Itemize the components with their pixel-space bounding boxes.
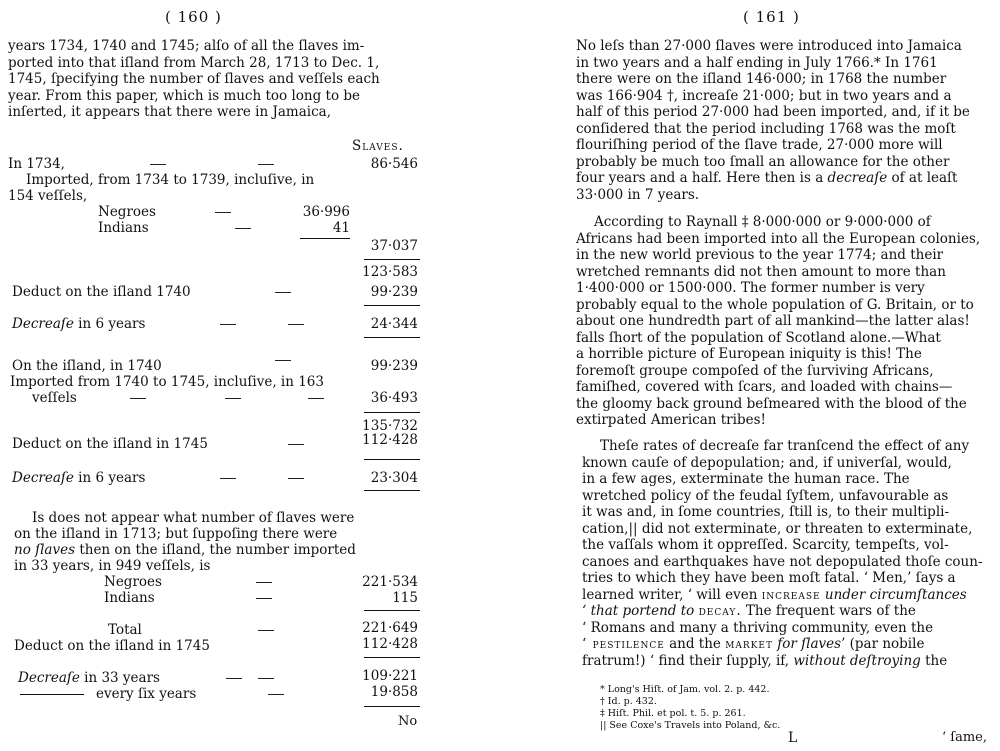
text-line: known cauſe of depopulation; and, if univerſal, would, xyxy=(582,454,952,471)
small-caps-run: market xyxy=(725,636,773,652)
text-line: in the new world previous to the year 1774; and their xyxy=(576,247,944,263)
text-run: of at leaſt xyxy=(887,170,958,186)
text-line: year. From this paper, which is much too long to be xyxy=(8,87,361,104)
vessels-label: 154 veſſels, xyxy=(8,188,88,204)
sum-rule xyxy=(364,610,420,611)
small-caps-run: decay. xyxy=(698,603,742,619)
signature-mark: L xyxy=(788,730,798,746)
leader-dash xyxy=(220,478,236,479)
catchword: ‘ ſame, xyxy=(942,730,987,745)
value-cell: 112·428 xyxy=(362,636,418,652)
text-line xyxy=(582,636,996,653)
text-run: learned writer, ‘ will even xyxy=(582,586,762,603)
text-line: half of this period 27·000 had been imported, and, if it be xyxy=(576,104,970,120)
text-line: probably equal to the whole population of G. Britain, or to xyxy=(576,296,974,313)
text-line: cation,|| did not exterminate, or threaten to exterminate, xyxy=(582,520,973,537)
decrease-rest: in 6 years xyxy=(73,470,146,486)
on-island-label: On the iſland, in 1740 xyxy=(12,358,162,374)
leader-dash xyxy=(220,324,236,325)
in-1734-label: In 1734, xyxy=(8,156,65,172)
intro-paragraph xyxy=(8,38,418,121)
text-line: canoes and earthquakes have not depopulated thoſe coun- xyxy=(582,553,983,570)
text-line: Africans had been imported into all the European colonies, xyxy=(576,230,981,247)
text-line: the vaſſals whom it oppreſſed. Scarcity, tempeſts, vol- xyxy=(582,537,949,553)
note-line: in 33 years, in 949 veſſels, is xyxy=(14,558,211,574)
value-cell: 135·732 xyxy=(362,418,418,434)
leader-dash xyxy=(275,360,291,361)
leader-dash xyxy=(258,164,274,165)
text-line: flouriſhing period of the ſlave trade, 27·000 more will xyxy=(576,137,943,153)
leader-dash xyxy=(235,228,251,229)
vessels-label: veſſels xyxy=(32,390,77,406)
indians-label: Indians xyxy=(104,590,155,606)
text-line: conſidered that the period including 1768 was the moſt xyxy=(576,120,956,137)
value-cell: 36·493 xyxy=(370,390,418,406)
text-line: it was and, in ſome countries, ſtill is, to their multipli- xyxy=(582,504,950,520)
imported-label: Imported from 1740 to 1745, incluſive, in 163 xyxy=(10,374,324,390)
value-cell: 23·304 xyxy=(370,470,418,486)
leader-dash xyxy=(225,398,241,399)
leader-dash xyxy=(275,292,291,293)
text-line: 1745, ſpecifying the number of ſlaves and veſſels each xyxy=(8,71,380,87)
value-cell: 24·344 xyxy=(370,316,418,332)
text-run: The frequent wars of the xyxy=(741,603,916,619)
sum-rule xyxy=(364,337,420,338)
indians-label: Indians xyxy=(98,220,149,236)
text-run: the xyxy=(920,652,948,669)
value-cell: 37·037 xyxy=(370,238,418,254)
text-line xyxy=(582,653,996,670)
decrease-rest: in 6 years xyxy=(73,316,146,332)
value-cell: 112·428 xyxy=(362,432,418,448)
decrease-rest: in 33 years xyxy=(79,670,160,686)
italic-run: for ſlaves xyxy=(772,636,842,652)
decrease-italic: Decreaſe xyxy=(18,670,80,686)
decrease-label xyxy=(18,670,160,686)
value-cell: 115 xyxy=(392,590,418,606)
text-line: was 166·904 †, increaſe 21·000; but in two years and a xyxy=(576,87,952,104)
text-line xyxy=(576,170,996,187)
deduct-label: Deduct on the iſland 1740 xyxy=(12,284,191,300)
text-line: wretched policy of the feudal ſyſtem, unfavourable as xyxy=(582,487,949,504)
catchword: No xyxy=(398,714,418,729)
text-line: tries to which they have been moſt fatal. ‘ Men,’ ſays a xyxy=(582,570,956,586)
sum-rule xyxy=(364,305,420,306)
text-line: about one hundredth part of all mankind—the latter alas! xyxy=(576,313,970,329)
decrease-label xyxy=(12,316,145,332)
value-cell: 99·239 xyxy=(370,284,418,300)
leader-dash xyxy=(288,478,304,479)
text-line: inſerted, it appears that there were in Jamaica, xyxy=(8,104,332,120)
page-number: ( 161 ) xyxy=(743,8,800,26)
value-cell: 36·996 xyxy=(302,204,350,220)
right-page xyxy=(560,0,1000,751)
every-label: every ſix years xyxy=(96,686,197,702)
note-line: on the iſland in 1713; but ſuppoſing there were xyxy=(14,526,338,542)
leader-dash xyxy=(150,164,166,165)
text-line: According to Raynall ‡ 8·000·000 or 9·000·000 of xyxy=(594,214,931,230)
decrease-italic: Decreaſe xyxy=(12,470,74,486)
deduct-label: Deduct on the iſland in 1745 xyxy=(14,638,210,654)
text-line: probably be much too ſmall an allowance for the other xyxy=(576,153,950,170)
leader-dash xyxy=(256,582,272,583)
text-line: 33·000 in 7 years. xyxy=(576,186,700,203)
text-line: in two years and a half ending in July 1766.* In 1761 xyxy=(576,54,938,71)
imported-label: Imported, from 1734 to 1739, incluſive, in xyxy=(26,172,315,188)
note-line: Is does not appear what number of ſlaves were xyxy=(32,510,355,526)
paragraph-2 xyxy=(576,214,996,429)
italic-run: ‘ that portend to xyxy=(582,603,699,619)
text-line: wretched remnants did not then amount to more than xyxy=(576,263,946,280)
leader-dash xyxy=(226,678,242,679)
text-line: 1·400·000 or 1500·000. The former number is very xyxy=(576,280,925,296)
negroes-label: Negroes xyxy=(104,574,162,590)
note-italic: no ſlaves xyxy=(14,542,76,558)
value-cell: 109·221 xyxy=(362,668,418,684)
decrease-italic: Decreaſe xyxy=(12,316,74,332)
value-cell: 123·583 xyxy=(362,264,418,280)
sum-rule xyxy=(364,490,420,491)
text-line: ‘ Romans and many a thriving community, even the xyxy=(582,619,934,636)
text-line xyxy=(582,587,996,604)
leader-dash xyxy=(288,324,304,325)
text-line: the gloomy back ground beſmeared with the blood of the xyxy=(576,395,967,412)
text-line xyxy=(582,603,996,620)
sum-rule xyxy=(364,657,420,658)
ditto-rule xyxy=(20,694,84,695)
sum-rule xyxy=(364,459,420,460)
paragraph-1 xyxy=(576,38,996,203)
text-line: there were on the iſland 146·000; in 1768 the number xyxy=(576,71,947,87)
value-cell: 221·534 xyxy=(362,574,418,590)
note-line xyxy=(14,542,356,558)
negroes-label: Negroes xyxy=(98,204,156,220)
leader-dash xyxy=(130,398,146,399)
left-page xyxy=(0,0,440,751)
leader-dash xyxy=(215,212,231,213)
leader-dash xyxy=(308,398,324,399)
small-caps-run: ‘ pestilence xyxy=(582,636,665,652)
sum-rule xyxy=(364,259,420,260)
sum-rule xyxy=(364,412,420,413)
decrease-label xyxy=(12,470,145,486)
footnote: * Long's Hiſt. of Jam. vol. 2. p. 442. xyxy=(600,684,770,695)
leader-dash xyxy=(268,694,284,695)
text-line: in a few ages, exterminate the human race. The xyxy=(582,471,910,487)
footnote: || See Coxe's Travels into Poland, &c. xyxy=(600,720,781,731)
sum-rule xyxy=(364,706,420,707)
text-line: years 1734, 1740 and 1745; alſo of all the ſlaves im- xyxy=(8,38,365,54)
small-caps-run: increase xyxy=(761,586,821,603)
paragraph-3 xyxy=(582,438,996,669)
italic-run: decreaſe xyxy=(827,170,888,186)
text-line: a horrible picture of European iniquity is this! The xyxy=(576,346,922,362)
leader-dash xyxy=(258,630,274,631)
italic-run: without deſtroying xyxy=(793,652,921,669)
text-line: Theſe rates of decreaſe far tranſcend the effect of any xyxy=(600,438,970,454)
leader-dash xyxy=(256,598,272,599)
text-line: extirpated American tribes! xyxy=(576,412,766,428)
note-rest: then on the iſland, the number imported xyxy=(75,542,356,558)
leader-dash xyxy=(288,444,304,445)
deduct-label: Deduct on the iſland in 1745 xyxy=(12,436,208,452)
text-line: No leſs than 27·000 ſlaves were introduced into Jamaica xyxy=(576,38,962,54)
value-cell: 86·546 xyxy=(370,156,418,172)
page-number: ( 160 ) xyxy=(165,8,222,26)
text-run: ’ (par nobile xyxy=(841,636,925,652)
text-line: ported into that iſland from March 28, 1713 to Dec. 1, xyxy=(8,54,380,71)
total-label: Total xyxy=(108,622,142,638)
value-cell: 99·239 xyxy=(370,358,418,374)
text-line: famiſhed, covered with ſcars, and loaded with chains— xyxy=(576,379,953,395)
text-line: falls ſhort of the population of Scotland alone.—What xyxy=(576,329,941,346)
footnote: † Id. p. 432. xyxy=(600,696,657,707)
value-cell: 221·649 xyxy=(362,620,418,636)
leader-dash xyxy=(258,678,274,679)
italic-run: under circumſtances xyxy=(820,586,967,603)
value-cell: 41 xyxy=(332,220,350,236)
text-run: and the xyxy=(664,636,726,652)
slaves-column-header: Slaves. xyxy=(352,138,404,154)
text-line: foremoſt groupe compoſed of the ſurviving Africans, xyxy=(576,362,934,379)
footnote: ‡ Hiſt. Phil. et pol. t. 5. p. 261. xyxy=(600,708,746,719)
text-run: fratrum!) ‘ find their ſupply, if, xyxy=(582,652,794,669)
text-run: four years and a half. Here then is a xyxy=(576,170,828,186)
value-cell: 19·858 xyxy=(370,684,418,700)
